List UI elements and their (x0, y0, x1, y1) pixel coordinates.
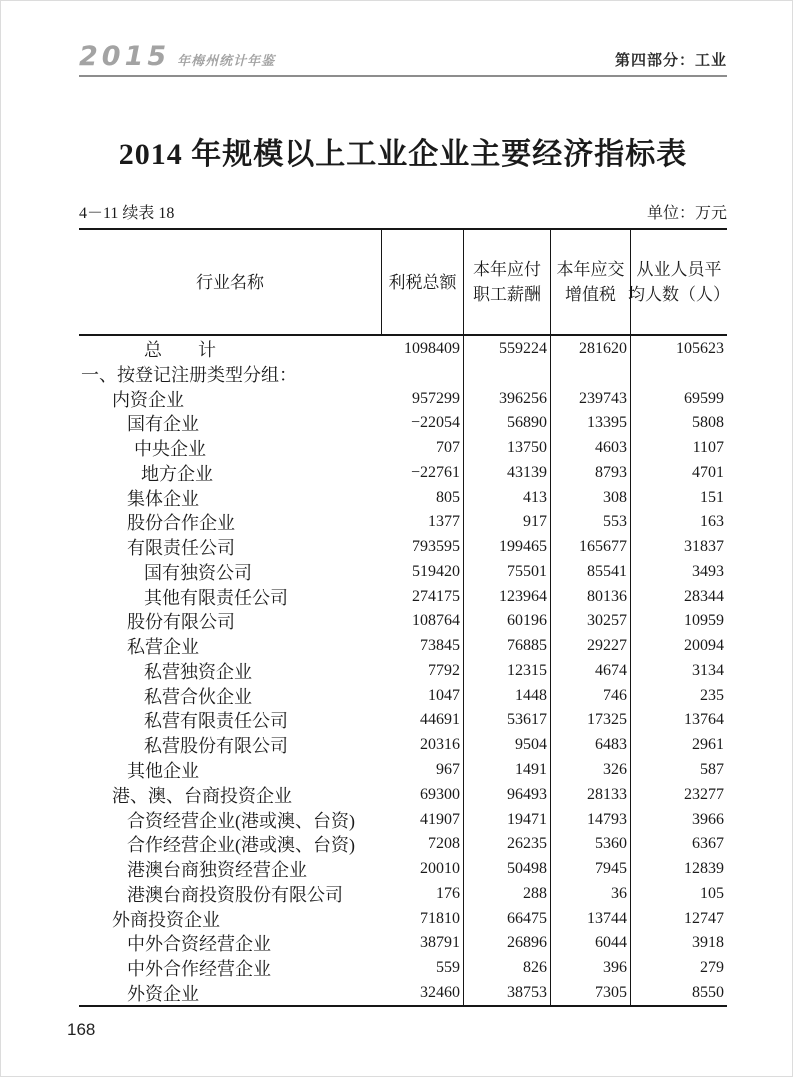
table-row (79, 534, 727, 559)
value-cell: 19471 (464, 807, 551, 833)
header-cell-industry: 行业名称 (79, 230, 382, 334)
value-cell: 4674 (551, 658, 631, 684)
value-cell: 105 (700, 884, 724, 902)
page-number: 168 (67, 1020, 96, 1039)
value-cell: 559 (382, 955, 464, 981)
value-cell: 28344 (684, 587, 724, 605)
value-cell: 279 (700, 959, 724, 977)
row-label: 国有独资公司 (144, 562, 252, 583)
value-cell: −22054 (382, 410, 464, 436)
table-row (79, 683, 727, 708)
row-label: 中央企业 (134, 439, 206, 460)
value-cell: 30257 (551, 608, 631, 634)
row-label: 中外合资经营企业 (127, 934, 271, 955)
value-cell: 274175 (382, 584, 464, 610)
value-cell: 123964 (464, 584, 551, 610)
row-label: 私营独资企业 (144, 661, 252, 682)
value-cell: 957299 (382, 386, 464, 412)
value-cell: 43139 (464, 460, 551, 486)
header-rule (79, 75, 727, 77)
value-cell: 6044 (551, 930, 631, 956)
value-cell: 69300 (382, 782, 464, 808)
value-cell: 7305 (551, 980, 631, 1006)
value-cell: 66475 (464, 906, 551, 932)
table-row (79, 906, 727, 931)
value-cell: 41907 (382, 807, 464, 833)
value-cell: 967 (382, 757, 464, 783)
running-head (79, 1, 727, 70)
value-cell: 105623 (676, 340, 724, 357)
table-row (79, 732, 727, 757)
value-cell: 917 (464, 509, 551, 535)
value-cell: 5808 (692, 414, 724, 432)
value-cell: 31837 (684, 538, 724, 556)
value-cell: 12315 (464, 658, 551, 684)
section-label: 第四部分：工业 (614, 52, 727, 69)
row-label: 地方企业 (141, 463, 213, 484)
row-label: 港澳台商独资经营企业 (127, 860, 307, 881)
value-cell: 96493 (464, 782, 551, 808)
table-row (79, 831, 727, 856)
value-cell: 38753 (464, 980, 551, 1006)
table-row (79, 460, 727, 485)
header-cell-vat-payable: 本年应交 增值税 (551, 230, 631, 334)
value-cell: 1098409 (382, 336, 464, 362)
table-row (79, 386, 727, 411)
row-label: 私营合伙企业 (144, 686, 252, 707)
value-cell: 288 (464, 881, 551, 907)
value-cell: 165677 (551, 534, 631, 560)
table-row (79, 930, 727, 955)
table-header-row (79, 230, 730, 336)
value-cell: −22761 (382, 460, 464, 486)
value-cell: 44691 (382, 707, 464, 733)
value-cell: 396 (551, 955, 631, 981)
value-cell (464, 361, 551, 387)
value-cell: 5360 (551, 831, 631, 857)
value-cell: 7792 (382, 658, 464, 684)
table-row (79, 955, 727, 980)
value-cell: 60196 (464, 608, 551, 634)
row-label: 中外合作经营企业 (127, 959, 271, 980)
row-label: 其他有限责任公司 (144, 587, 288, 608)
value-cell: 6367 (692, 835, 724, 853)
value-cell: 17325 (551, 707, 631, 733)
value-cell: 3918 (692, 934, 724, 952)
value-cell: 12747 (684, 909, 724, 927)
value-cell: 308 (551, 485, 631, 511)
value-cell: 73845 (382, 633, 464, 659)
table-row (79, 485, 727, 510)
value-cell: 56890 (464, 410, 551, 436)
yearbook-logo (79, 43, 275, 70)
value-cell: 69599 (684, 389, 724, 407)
value-cell: 13764 (684, 711, 724, 729)
value-cell (631, 361, 727, 387)
table-body (79, 336, 727, 1007)
value-cell: 50498 (464, 856, 551, 882)
value-cell: 38791 (382, 930, 464, 956)
value-cell: 53617 (464, 707, 551, 733)
value-cell (551, 361, 631, 387)
table-row (79, 509, 727, 534)
value-cell: 3966 (692, 810, 724, 828)
value-cell: 3493 (692, 562, 724, 580)
row-label: 私营股份有限公司 (144, 736, 288, 757)
value-cell: 28133 (551, 782, 631, 808)
table-number: 4－11 续表 18 (79, 205, 175, 222)
table-meta (79, 200, 727, 223)
table-row (79, 856, 727, 881)
value-cell: 746 (551, 683, 631, 709)
row-label: 集体企业 (127, 488, 199, 509)
table-row (79, 707, 727, 732)
unit-label: 单位：万元 (646, 205, 727, 222)
value-cell: 12839 (684, 860, 724, 878)
row-label: 私营企业 (127, 637, 199, 658)
value-cell: 1491 (464, 757, 551, 783)
row-label: 股份有限公司 (127, 612, 235, 633)
value-cell: 805 (382, 485, 464, 511)
header-cell-profit-tax-total: 利税总额 (382, 230, 464, 334)
row-label: 合作经营企业(港或澳、台资) (127, 835, 355, 856)
value-cell: 281620 (551, 336, 631, 362)
table-row (79, 361, 727, 386)
value-cell: 13750 (464, 435, 551, 461)
table-row (79, 633, 727, 658)
value-cell: 108764 (382, 608, 464, 634)
value-cell: 13395 (551, 410, 631, 436)
value-cell: 163 (700, 513, 724, 531)
logo-title: 年梅州统计年鉴 (177, 54, 276, 69)
data-table (79, 228, 730, 1007)
row-label: 港、澳、台商投资企业 (112, 785, 292, 806)
value-cell: 519420 (382, 559, 464, 585)
row-label: 其他企业 (127, 761, 199, 782)
value-cell: 32460 (382, 980, 464, 1006)
table-row (79, 980, 727, 1005)
value-cell: 29227 (551, 633, 631, 659)
value-cell: 75501 (464, 559, 551, 585)
value-cell: 36 (551, 881, 631, 907)
row-label: 合资经营企业(港或澳、台资) (127, 810, 355, 831)
row-label: 内资企业 (112, 389, 184, 410)
value-cell: 826 (464, 955, 551, 981)
table-row (79, 559, 727, 584)
value-cell: 1047 (382, 683, 464, 709)
value-cell (382, 361, 464, 387)
value-cell: 71810 (382, 906, 464, 932)
row-label: 股份合作企业 (127, 513, 235, 534)
value-cell: 20094 (684, 637, 724, 655)
value-cell: 176 (382, 881, 464, 907)
value-cell: 413 (464, 485, 551, 511)
table-row (79, 410, 727, 435)
row-label: 私营有限责任公司 (144, 711, 288, 732)
value-cell: 235 (700, 686, 724, 704)
value-cell: 793595 (382, 534, 464, 560)
value-cell: 6483 (551, 732, 631, 758)
row-label: 总 计 (144, 340, 216, 360)
table-row (79, 782, 727, 807)
value-cell: 559224 (464, 336, 551, 362)
header-cell-payroll-payable: 本年应付 职工薪酬 (464, 230, 551, 334)
value-cell: 553 (551, 509, 631, 535)
value-cell: 9504 (464, 732, 551, 758)
value-cell: 396256 (464, 386, 551, 412)
value-cell: 14793 (551, 807, 631, 833)
row-label: 一、按登记注册类型分组： (81, 364, 297, 385)
table-row (79, 658, 727, 683)
value-cell: 26896 (464, 930, 551, 956)
table-row (79, 336, 727, 361)
table-row (79, 757, 727, 782)
table-row (79, 435, 727, 460)
value-cell: 85541 (551, 559, 631, 585)
table-row (79, 608, 727, 633)
value-cell: 8793 (551, 460, 631, 486)
value-cell: 1107 (692, 439, 724, 457)
value-cell: 10959 (684, 612, 724, 630)
table-row (79, 807, 727, 832)
value-cell: 13744 (551, 906, 631, 932)
value-cell: 199465 (464, 534, 551, 560)
value-cell: 2961 (692, 736, 724, 754)
value-cell: 4603 (551, 435, 631, 461)
table-row (79, 584, 727, 609)
logo-year: 2015 (79, 41, 171, 72)
value-cell: 7945 (551, 856, 631, 882)
row-label: 港澳台商投资股份有限公司 (127, 884, 343, 905)
value-cell: 239743 (551, 386, 631, 412)
value-cell: 7208 (382, 831, 464, 857)
value-cell: 20316 (382, 732, 464, 758)
row-label: 国有企业 (127, 414, 199, 435)
value-cell: 80136 (551, 584, 631, 610)
value-cell: 1448 (464, 683, 551, 709)
value-cell: 4701 (692, 463, 724, 481)
value-cell: 26235 (464, 831, 551, 857)
row-label: 有限责任公司 (127, 538, 235, 559)
row-label: 外资企业 (127, 983, 199, 1004)
value-cell: 76885 (464, 633, 551, 659)
value-cell: 587 (700, 761, 724, 779)
value-cell: 23277 (684, 785, 724, 803)
header-cell-avg-employees: 从业人员平 均人数（人） (628, 260, 730, 304)
value-cell: 326 (551, 757, 631, 783)
page-title: 2014 年规模以上工业企业主要经济指标表 (118, 138, 688, 171)
value-cell: 3134 (692, 661, 724, 679)
value-cell: 8550 (692, 983, 724, 1001)
table-row (79, 881, 727, 906)
value-cell: 20010 (382, 856, 464, 882)
value-cell: 151 (700, 488, 724, 506)
value-cell: 707 (382, 435, 464, 461)
value-cell: 1377 (382, 509, 464, 535)
row-label: 外商投资企业 (112, 909, 220, 930)
